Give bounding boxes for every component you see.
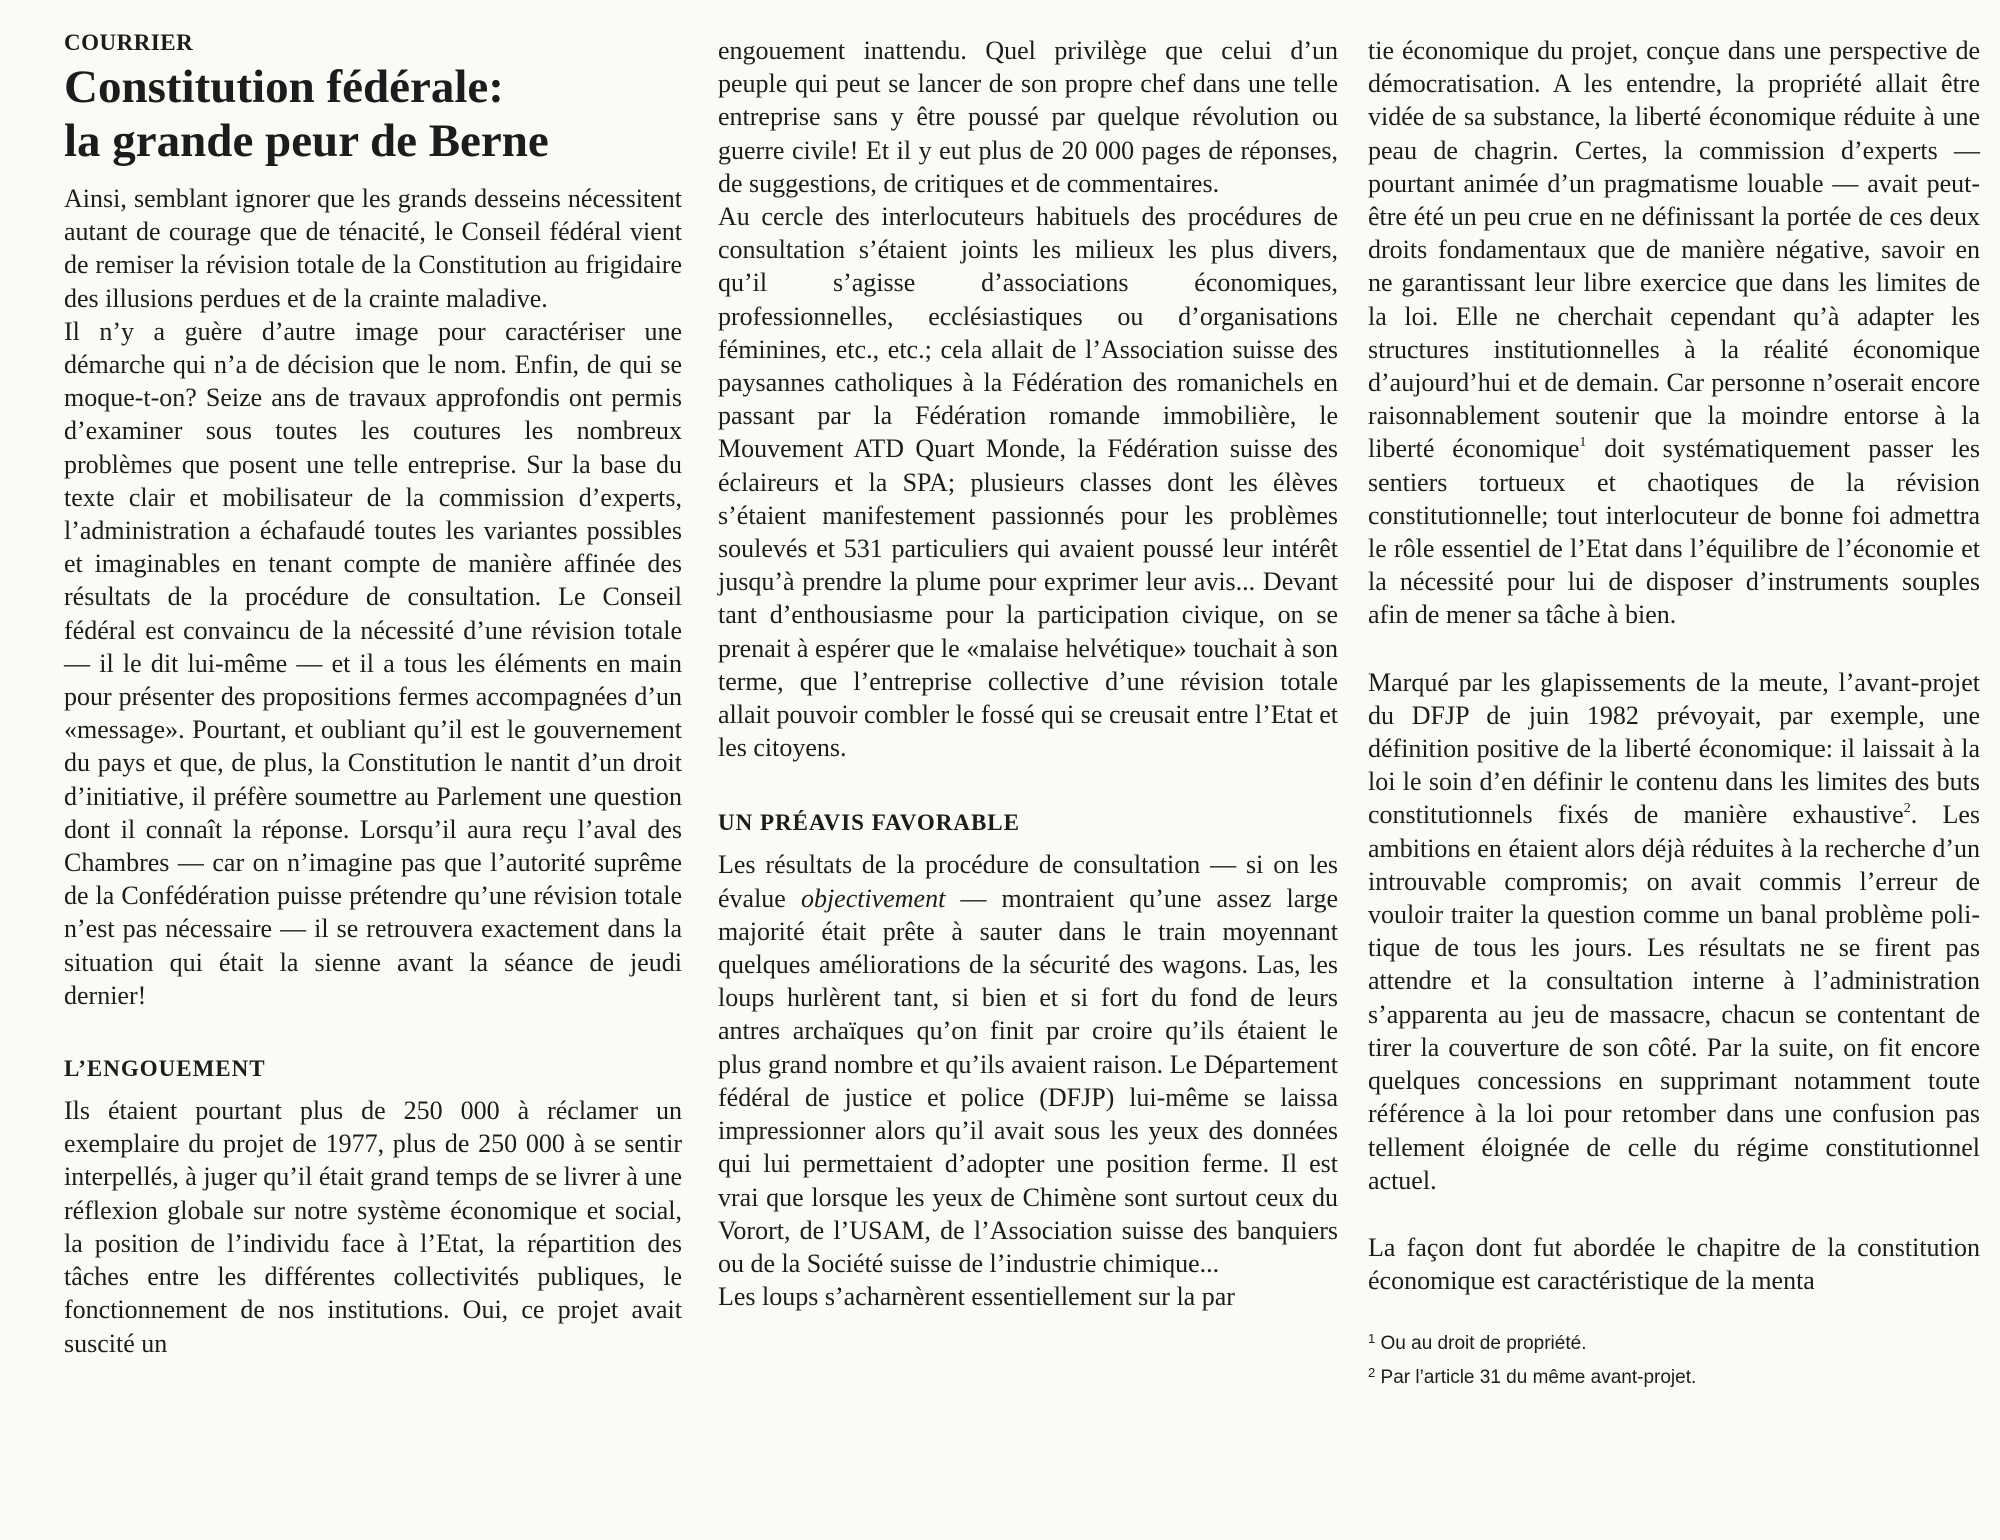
headline-line-1: Constitution fédérale:: [64, 61, 504, 113]
paragraph: Au cercle des interlocuteurs habituels des procédures de consultation s’étaient joints les milieux les plus divers, qu’il s’agisse d’associations économiques, professionnelles, ecclésiastiques ou d’organisations féminines, etc., etc.; cela allait de l’Association suisse des paysannes catholiques à la Fédération des romanichels en passant par la Fédération romande immobilière, le Mouvement ATD Quart Monde, la Fédération suisse des éclaireurs et la SPA; plusieurs classes dont les élèves s’étaient manifestement passionnés pour les problèmes soulevés et 531 particuliers qui avaient poussé leur intérêt jusqu’à prendre la plume pour exprimer leur avis... Devant tant d’enthousiasme pour la participation civique, on se prenait à espérer que le «malaise helvétique» touchait à son terme, que l’entreprise collective d’une révision totale allait pouvoir combler le fossé qui se creusait entre l’Etat et les citoyens.: [718, 202, 1338, 763]
text-run: doit systématiquement passer les sentiers tortueux et chaotiques de la révision constitutionnelle; tout interlocuteur de bonne foi admettra le rôle essentiel de l’Etat dans l’équilibre de l’économie et la nécessité pour lui de disposer d’instruments souples afin de mener sa tâche à bien.: [1368, 434, 1980, 630]
text-run: tie économique du projet, conçue dans une perspective de démocratisation. A les entendre, la propriété allait être vidée de sa substance, la liberté économique réduite à une peau de chagrin. Certes, la commission d’experts — pourtant animée d’un pragmatisme louable — avait peut-être été un peu crue en ne définissant la portée de ces deux droits fondamentaux que de manière négative, savoir en ne garantissant leur libre exercice que dans les limites de la loi. Elle ne cherchait cependant qu’à adapter les structures institutionnelles à la réalité économique d’aujourd’hui et de demain. Car personne n’oserait encore raisonnablement soutenir que la moindre entorse à la liberté économique: [1368, 36, 1980, 464]
footnote: [1368, 1361, 1980, 1395]
paragraph: [1368, 34, 1980, 632]
text-run: Marqué par les glapissements de la meute, l’avant-projet du DFJP de juin 1982 prévoyait, par exemple, une définition positive de la liberté économique: il laissait à la loi le soin d’en définir le contenu dans les limites des buts constitutionnels fixés de manière exhaustive: [1368, 667, 1980, 830]
column-1: [64, 28, 682, 1360]
footnote-mark: 1: [1368, 1331, 1376, 1347]
footnote-ref-2: 2: [1903, 801, 1911, 817]
text-run: . Les ambitions en étaient alors déjà réduites à la recherche d’un introuvable compromis; on avait commis l’erreur de vouloir traiter la question comme un banal problème politique de tous les jours. Les résultats ne se firent pas attendre et la consultation interne à l’administration s’apparenta au jeu de massacre, chacun se contentant de tirer la couverture de son côté. Par la suite, on fit encore quelques concessions en supprimant notamment toute référence à la loi pour retomber dans une confusion pas tellement éloignée de celle du régime constitutionnel actuel.: [1368, 800, 1980, 1195]
article-headline: [64, 60, 682, 168]
footnote-text: Ou au droit de propriété.: [1380, 1333, 1587, 1355]
text-run: — montraient qu’une assez large majorité était prête à sauter dans le train moyennant quelques améliorations de la sécurité des wagons. Las, les loups hurlèrent tant, si bien et si fort du fond de leurs antres archaïques qu’on finit par croire qu’ils étaient le plus grand nombre et qu’ils avaient raison. Le Département fédéral de justice et police (DFJP) lui-même se laissa impressionner alors qu’il avait sous les yeux des données qui lui permettaient d’adopter une position ferme. Il est vrai que lorsque les yeux de Chimène sont surtout ceux du Vorort, de l’USAM, de l’Association suisse des banquiers ou de la Société suisse de l’industrie chimique...: [718, 883, 1339, 1278]
paragraph-gap: [1368, 632, 1980, 666]
paragraph-gap: [1368, 1197, 1980, 1231]
paragraph: [1368, 666, 1980, 1197]
paragraph: La façon dont fut abordée le chapitre de la constitution économique est caractéristique de la menta: [1368, 1232, 1980, 1296]
paragraph: [718, 848, 1338, 1280]
paragraph: Il n’y a guère d’autre image pour caractériser une démarche qui n’a de décision que le nom. Enfin, de qui se moque-t-on? Seize ans de travaux approfondis ont permis d’examiner sous toutes les coutures les nombreux problèmes que posent une telle entreprise. Sur la base du texte clair et mobilisateur de la commission d’experts, l’administration a échafaudé toutes les variantes possibles et imaginables en tenant compte de manière affinée des résultats de la procédure de consultation. Le Conseil fédéral est convaincu de la nécessité d’une révision totale — il le dit lui-même — et il a tous les éléments en main pour présenter des propositions fermes accompagnées d’un «message». Pourtant, et oubliant qu’il est le gouvernement du pays et que, de plus, la Constitution le nantit d’un droit d’initiative, il préfère soumettre au Parlement une question dont il connaît la réponse. Lorsqu’il aura reçu l’aval des Chambres — car on n’imagine pas que l’autorité suprême de la Confédération puisse prétendre qu’une révision totale n’est pas nécessaire — il se retrouvera exactement dans la situation qui était la sienne avant la séance de jeudi dernier!: [64, 316, 682, 1010]
section-heading-engouement: L’ENGOUEMENT: [64, 1056, 266, 1082]
footnote-mark: 2: [1368, 1365, 1376, 1381]
footnotes: [1368, 1327, 1980, 1395]
column-2: [718, 34, 1338, 1313]
emphasis-text: objectivement: [800, 883, 946, 913]
headline-line-2: la grande peur de Berne: [64, 115, 549, 167]
paragraph: Ainsi, semblant ignorer que les grands desseins nécessitent autant de courage que de ténacité, le Conseil fédéral vient de remiser la révision totale de la Constitution au frigidaire des illusions perdues et de la crainte maladive.: [64, 184, 682, 313]
footnote-ref-1: 1: [1579, 435, 1587, 451]
footnote-text: Par l’article 31 du même avant-projet.: [1380, 1367, 1697, 1389]
column-3: [1368, 34, 1980, 1395]
text-run: Les résultats de la procédure de consultation — si on les évalue: [718, 850, 1338, 913]
section-heading-preavis: UN PRÉAVIS FAVORABLE: [718, 810, 1020, 836]
paragraph: engouement inattendu. Quel privilège que celui d’un peuple qui peut se lancer de son propre chef dans une telle entreprise sans y être poussé par quelque révolution ou guerre civile! Et il y eut plus de 20 000 pages de réponses, de suggestions, de critiques et de commentaires.: [718, 36, 1338, 198]
footnote: [1368, 1327, 1980, 1361]
paragraph: Les loups s’acharnèrent essentiellement sur la par: [718, 1282, 1235, 1312]
section-kicker: COURRIER: [64, 30, 194, 55]
paragraph: Ils étaient pourtant plus de 250 000 à réclamer un exemplaire du projet de 1977, plus de 250 000 à se sentir interpellés, à juger qu’il était grand temps de se livrer à une réflexion globale sur notre système économique et social, la position de l’individu face à l’Etat, la répartition des tâches entre les différentes collectivités publiques, le fonctionnement de nos institutions. Oui, ce projet avait suscité un: [64, 1096, 682, 1358]
